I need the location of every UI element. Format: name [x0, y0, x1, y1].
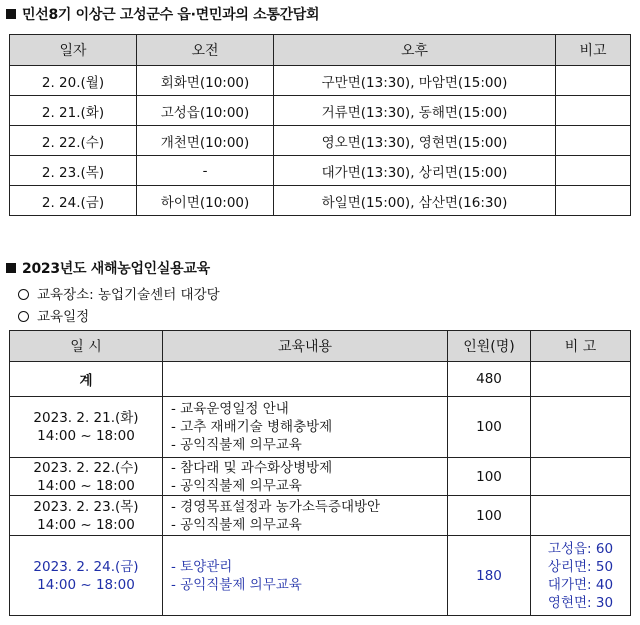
count-cell: 100 — [448, 397, 531, 458]
content-line: - 참다래 및 과수화상병방제 — [171, 459, 333, 476]
pm-cell: 하일면(15:00), 삼산면(16:30) — [274, 186, 556, 216]
datetime-cell — [10, 458, 163, 496]
square-bullet-icon — [6, 9, 16, 19]
pm-cell: 거류면(13:30), 동해면(15:00) — [274, 96, 556, 126]
content-line: - 공익직불제 의무교육 — [171, 477, 302, 494]
table-header-row — [10, 35, 631, 66]
col-header-am: 오전 — [137, 35, 274, 66]
note-cell — [556, 156, 631, 186]
count-cell: 100 — [448, 496, 531, 536]
date-text: 2023. 2. 22.(수) — [33, 459, 139, 476]
datetime-cell — [10, 397, 163, 458]
content-cell — [163, 536, 448, 616]
table-row — [10, 397, 631, 458]
pm-cell: 구만면(13:30), 마암면(15:00) — [274, 66, 556, 96]
total-count: 480 — [448, 362, 531, 397]
date-cell: 2. 20.(월) — [10, 66, 137, 96]
col-header-count: 인원(명) — [448, 331, 531, 362]
col-header-note: 비고 — [556, 35, 631, 66]
content-line: - 공익직불제 의무교육 — [171, 437, 302, 453]
datetime-cell — [10, 496, 163, 536]
content-line: - 고추 재배기술 병해충방제 — [171, 419, 333, 435]
note-cell — [531, 397, 631, 458]
count-cell: 180 — [448, 536, 531, 616]
date-text: 2023. 2. 23.(목) — [33, 498, 139, 515]
table-row — [10, 96, 631, 126]
table-row — [10, 458, 631, 496]
datetime-cell — [10, 536, 163, 616]
education-place-bullet: 교육장소: 농업기술센터 대강당 — [18, 283, 220, 303]
date-cell: 2. 22.(수) — [10, 126, 137, 156]
note-cell — [531, 536, 631, 616]
table-row — [10, 126, 631, 156]
note-cell — [556, 186, 631, 216]
date-cell: 2. 21.(화) — [10, 96, 137, 126]
section1-heading: 민선8기 이상근 고성군수 읍·면민과의 소통간담회 — [6, 4, 319, 24]
count-cell: 100 — [448, 458, 531, 496]
time-text: 14:00 ~ 18:00 — [37, 477, 135, 494]
col-header-pm: 오후 — [274, 35, 556, 66]
table-row-highlighted — [10, 536, 631, 616]
total-label: 계 — [10, 362, 163, 397]
total-note — [531, 362, 631, 397]
meeting-schedule-table — [9, 34, 631, 216]
note-line: 영현면: 30 — [547, 594, 614, 611]
col-header-datetime: 일 시 — [10, 331, 163, 362]
content-cell — [163, 397, 448, 458]
table-row — [10, 496, 631, 536]
content-cell — [163, 496, 448, 536]
note-cell — [556, 66, 631, 96]
col-header-date: 일자 — [10, 35, 137, 66]
am-cell: 회화면(10:00) — [137, 66, 274, 96]
col-header-note: 비 고 — [531, 331, 631, 362]
am-cell: - — [137, 156, 274, 186]
education-schedule-table — [9, 330, 631, 616]
note-line: 대가면: 40 — [547, 576, 614, 593]
pm-cell: 영오면(13:30), 영현면(15:00) — [274, 126, 556, 156]
col-header-content: 교육내용 — [163, 331, 448, 362]
content-cell — [163, 458, 448, 496]
circle-bullet-icon — [18, 289, 29, 300]
note-cell — [556, 126, 631, 156]
content-line: - 교육운영일정 안내 — [171, 401, 289, 417]
pm-cell: 대가면(13:30), 상리면(15:00) — [274, 156, 556, 186]
time-text: 14:00 ~ 18:00 — [37, 576, 135, 593]
note-line: 고성읍: 60 — [547, 540, 614, 557]
table-header-row — [10, 331, 631, 362]
table-row — [10, 186, 631, 216]
total-content-cell — [163, 362, 448, 397]
content-line: - 경영목표설정과 농가소득증대방안 — [171, 498, 381, 515]
table-row — [10, 156, 631, 186]
time-text: 14:00 ~ 18:00 — [37, 516, 135, 533]
section2-heading: 2023년도 새해농업인실용교육 — [6, 258, 210, 278]
content-line: - 공익직불제 의무교육 — [171, 576, 302, 593]
total-row — [10, 362, 631, 397]
note-cell — [531, 496, 631, 536]
am-cell: 고성읍(10:00) — [137, 96, 274, 126]
note-cell — [531, 458, 631, 496]
education-schedule-bullet: 교육일정 — [18, 305, 89, 325]
circle-bullet-icon — [18, 311, 29, 322]
content-line: - 공익직불제 의무교육 — [171, 516, 302, 533]
am-cell: 하이면(10:00) — [137, 186, 274, 216]
date-cell: 2. 24.(금) — [10, 186, 137, 216]
time-text: 14:00 ~ 18:00 — [37, 428, 135, 444]
content-line: - 토양관리 — [171, 558, 233, 575]
date-text: 2023. 2. 21.(화) — [33, 410, 139, 426]
date-cell: 2. 23.(목) — [10, 156, 137, 186]
note-cell — [556, 96, 631, 126]
note-line: 상리면: 50 — [547, 558, 614, 575]
date-text: 2023. 2. 24.(금) — [33, 558, 139, 575]
square-bullet-icon — [6, 263, 16, 273]
am-cell: 개천면(10:00) — [137, 126, 274, 156]
table-row — [10, 66, 631, 96]
